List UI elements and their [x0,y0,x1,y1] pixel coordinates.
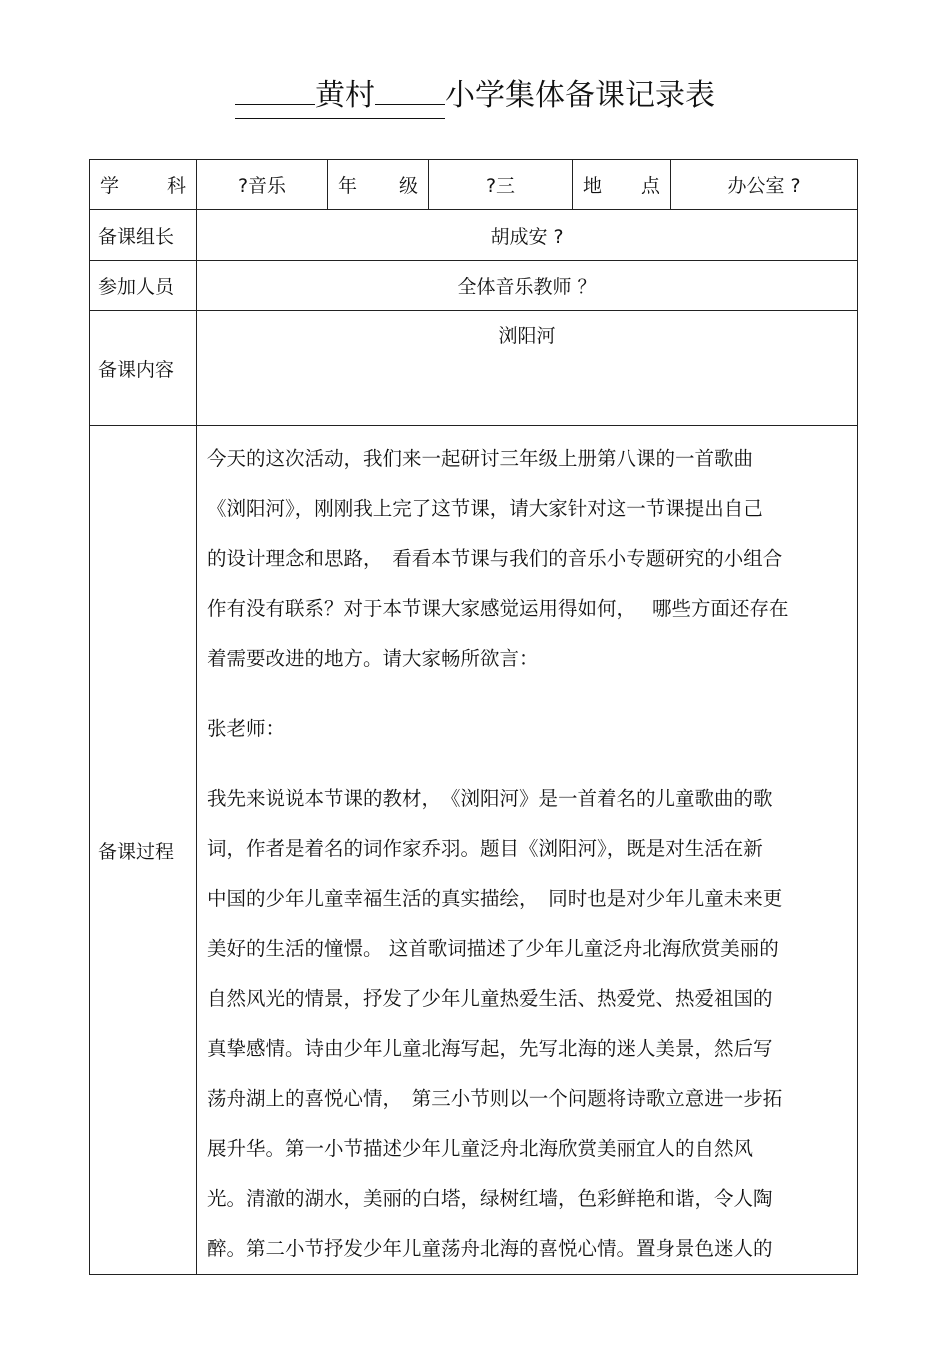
participants-label: 参加人员 [90,261,197,311]
speech-line: 我先来说说本节课的教材， 《浏阳河》是一首着名的儿童歌曲的歌 [207,787,773,810]
place-value: 办公室 ? [671,160,858,210]
leader-value: 胡成安 ? [197,210,858,261]
intro-line: 《浏阳河》，刚刚我上完了这节课，请大家针对这一节课提出自己 [207,497,763,520]
speech-line: 美好的生活的憧憬。 这首歌词描述了少年儿童泛舟北海欣赏美丽的 [207,937,779,960]
grade-label: 年 级 [328,160,429,210]
header-row [90,160,858,210]
lesson-prep-record-table [89,159,858,1275]
school-name: 黄村 [235,74,445,119]
process-label: 备课过程 [90,426,197,1275]
document-title [0,74,950,119]
content-label: 备课内容 [90,311,197,426]
speech-line: 真挚感情。诗由少年儿童北海写起，先写北海的迷人美景，然后写 [207,1037,773,1060]
leader-row [90,210,858,261]
content-value: 浏阳河 [197,311,858,426]
process-body [197,426,858,1275]
subject-value: ?音乐 [197,160,328,210]
leader-label: 备课组长 [90,210,197,261]
speech-line: 荡舟湖上的喜悦心情， 第三小节则以一个问题将诗歌立意进一步拓 [207,1087,783,1110]
participants-value: 全体音乐教师 ？ [197,261,858,311]
speech-line: 光。清澈的湖水，美丽的白塔，绿树红墙，色彩鲜艳和谐，令人陶 [207,1187,773,1210]
participants-row [90,261,858,311]
grade-value: ?三 [429,160,573,210]
speaker-name: 张老师： [207,717,286,740]
speech-line: 展升华。第一小节描述少年儿童泛舟北海欣赏美丽宜人的自然风 [207,1137,754,1160]
speech-line: 醉。第二小节抒发少年儿童荡舟北海的喜悦心情。置身景色迷人的 [207,1237,773,1260]
speech-line: 自然风光的情景，抒发了少年儿童热爱生活、热爱党、热爱祖国的 [207,987,773,1010]
speech-line: 词，作者是着名的词作家乔羽。题目《浏阳河》，既是对生活在新 [207,837,763,860]
content-row [90,311,858,426]
intro-line: 着需要改进的地方。请大家畅所欲言： [207,647,539,670]
speech-line: 中国的少年儿童幸福生活的真实描绘， 同时也是对少年儿童未来更 [207,887,783,910]
intro-line: 今天的这次活动，我们来一起研讨三年级上册第八课的一首歌曲 [207,447,754,470]
intro-line: 的设计理念和思路， 看看本节课与我们的音乐小专题研究的小组合 [207,547,783,570]
process-row [90,426,858,1275]
subject-label: 学 科 [90,160,197,210]
place-label: 地 点 [573,160,671,210]
title-suffix: 小学集体备课记录表 [445,78,715,113]
intro-line: 作有没有联系？对于本节课大家感觉运用得如何， 哪些方面还存在 [207,597,789,620]
